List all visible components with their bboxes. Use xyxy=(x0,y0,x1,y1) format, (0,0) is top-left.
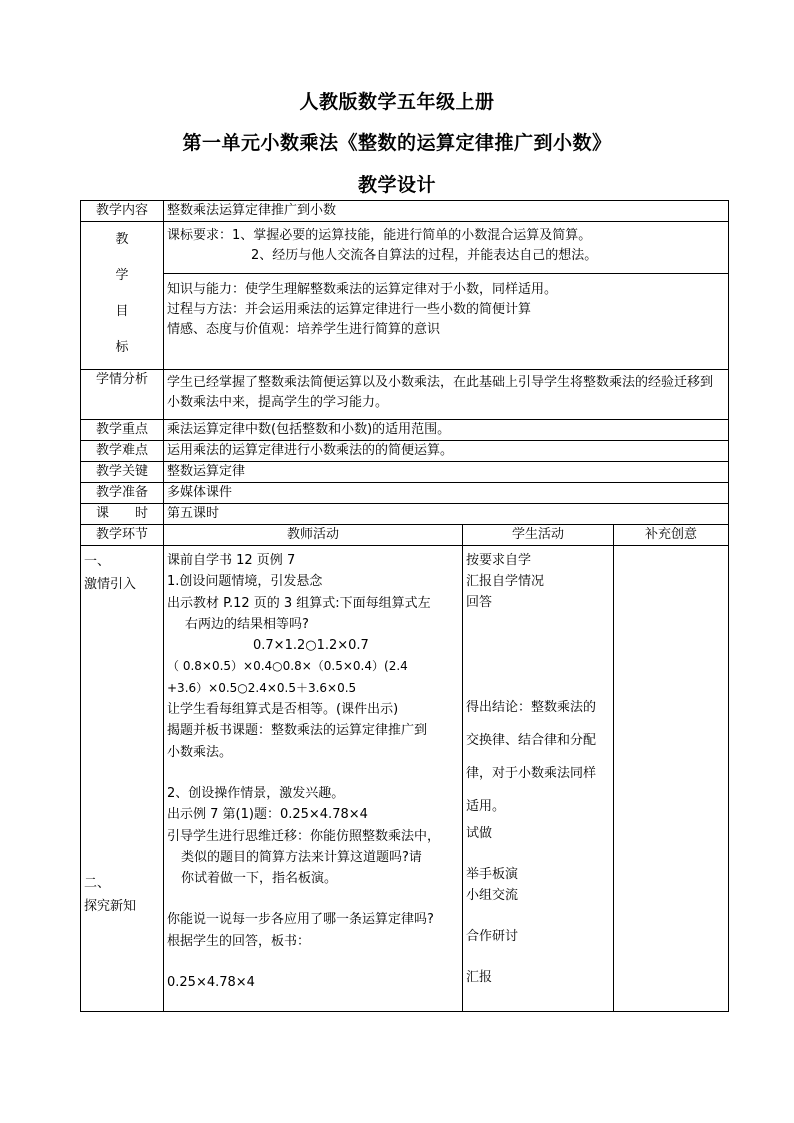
teacher-line: 右两边的结果相等吗? xyxy=(185,616,309,632)
row-goals-dimensions xyxy=(81,274,729,370)
goals-label-char: 目 xyxy=(115,304,129,319)
equation-line: 0.25×4.78×4 xyxy=(167,975,255,991)
process-header-row xyxy=(81,525,729,546)
stage-2-name: 探究新知 xyxy=(84,899,137,914)
header-teacher: 教师活动 xyxy=(164,525,463,546)
goals-label-char: 标 xyxy=(115,340,129,355)
student-line: 小组交流 xyxy=(466,888,519,903)
crux-value: 整数运算定律 xyxy=(164,462,729,483)
three-dimension-goals xyxy=(164,274,729,370)
row-difficulty xyxy=(81,441,729,462)
difficulty-label: 教学难点 xyxy=(81,441,164,462)
unit-title: 第一单元小数乘法《整数的运算定律推广到小数》 xyxy=(182,132,612,154)
teacher-line: 2、创设操作情景，激发兴趣。 xyxy=(167,785,345,801)
goal-attitude: 情感、态度与价值观：培养学生进行简算的意识 xyxy=(167,322,441,337)
goals-label-char: 教 xyxy=(115,232,129,247)
header-extra: 补充创意 xyxy=(614,525,729,546)
student-line: 按要求自学 xyxy=(466,553,532,568)
stage-2-number: 二、 xyxy=(84,876,111,891)
difficulty-value: 运用乘法的运算定律进行小数乘法的的简便运算。 xyxy=(164,441,729,462)
goals-label xyxy=(81,222,164,370)
student-line: 回答 xyxy=(466,595,493,610)
row-crux xyxy=(81,462,729,483)
period-label: 课 时 xyxy=(81,504,164,525)
student-line: 举手板演 xyxy=(466,867,519,882)
process-body-row xyxy=(81,546,729,1012)
student-line: 汇报 xyxy=(466,970,493,985)
goals-label-char: 学 xyxy=(115,268,129,283)
student-line: 律，对于小数乘法同样 xyxy=(466,766,597,781)
extra-ideas xyxy=(614,546,729,1012)
curriculum-requirements xyxy=(164,222,729,274)
student-line: 适用。 xyxy=(466,799,506,814)
curriculum-line: 2、经历与他人交流各自算法的过程，并能表达自己的想法。 xyxy=(251,248,598,263)
teacher-line: 类似的题目的简算方法来计算这道题吗?请 xyxy=(181,849,422,865)
teacher-line: 小数乘法。 xyxy=(167,744,233,760)
teacher-line: 根据学生的回答，板书： xyxy=(167,933,311,949)
lesson-plan-table xyxy=(80,200,729,1012)
stage-1-number: 一、 xyxy=(84,554,111,569)
row-key xyxy=(81,420,729,441)
teacher-line: 1.创设问题情境，引发悬念 xyxy=(167,574,323,590)
situation-value: 学生已经掌握了整数乘法简便运算以及小数乘法，在此基础上引导学生将整数乘法的经验迁移到小数乘法中来，提高学生的学习能力。 xyxy=(164,370,729,420)
period-value: 第五课时 xyxy=(164,504,729,525)
key-label: 教学重点 xyxy=(81,420,164,441)
document-title: 人教版数学五年级上册 xyxy=(299,91,495,113)
teacher-line: 你试着做一下，指名板演。 xyxy=(181,871,338,887)
teacher-line: 出示例 7 第(1)题：0.25×4.78×4 xyxy=(167,807,368,823)
prep-value: 多媒体课件 xyxy=(164,483,729,504)
stage-column xyxy=(81,546,164,1012)
teacher-line: 出示教材 P.12 页的 3 组算式:下面每组算式左 xyxy=(167,595,431,611)
teacher-line: 引导学生进行思维迁移：你能仿照整数乘法中， xyxy=(167,828,441,844)
equation-line: +3.6）×0.5○2.4×0.5＋3.6×0.5 xyxy=(167,680,357,695)
student-activity xyxy=(463,546,614,1012)
row-prep xyxy=(81,483,729,504)
crux-label: 教学关键 xyxy=(81,462,164,483)
situation-label: 学情分析 xyxy=(81,370,164,420)
student-line: 交换律、结合律和分配 xyxy=(466,733,597,748)
prep-label: 教学准备 xyxy=(81,483,164,504)
key-value: 乘法运算定律中数(包括整数和小数)的适用范围。 xyxy=(164,420,729,441)
header-stage: 教学环节 xyxy=(81,525,164,546)
student-line: 合作研讨 xyxy=(466,929,519,944)
row-period xyxy=(81,504,729,525)
content-label: 教学内容 xyxy=(81,201,164,222)
goal-process: 过程与方法：并会运用乘法的运算定律进行一些小数的简便计算 xyxy=(167,302,532,317)
goal-knowledge: 知识与能力：使学生理解整数乘法的运算定律对于小数，同样适用。 xyxy=(167,282,558,297)
teacher-activity xyxy=(164,546,463,1012)
teacher-line: 揭题并板书课题：整数乘法的运算定律推广到 xyxy=(167,723,428,739)
teacher-line: 你能说一说每一步各应用了哪一条运算定律吗? xyxy=(167,912,434,928)
teacher-line: 课前自学书 12 页例 7 xyxy=(167,553,296,568)
header-student: 学生活动 xyxy=(463,525,614,546)
row-goals-curriculum xyxy=(81,222,729,274)
student-line: 试做 xyxy=(466,826,493,841)
design-title: 教学设计 xyxy=(357,174,436,196)
content-value: 整数乘法运算定律推广到小数 xyxy=(164,201,729,222)
curriculum-line: 课标要求：1、掌握必要的运算技能，能进行简单的小数混合运算及简算。 xyxy=(167,228,592,243)
equation-line: 0.7×1.2○1.2×0.7 xyxy=(253,638,369,654)
row-situation xyxy=(81,370,729,420)
student-line: 得出结论：整数乘法的 xyxy=(466,700,597,715)
stage-1-name: 激情引入 xyxy=(84,577,137,592)
row-content xyxy=(81,201,729,222)
equation-line: （ 0.8×0.5）×0.4○0.8×（0.5×0.4）(2.4 xyxy=(167,659,408,674)
teacher-line: 让学生看每组算式是否相等。(课件出示) xyxy=(167,702,399,718)
student-line: 汇报自学情况 xyxy=(466,574,545,589)
